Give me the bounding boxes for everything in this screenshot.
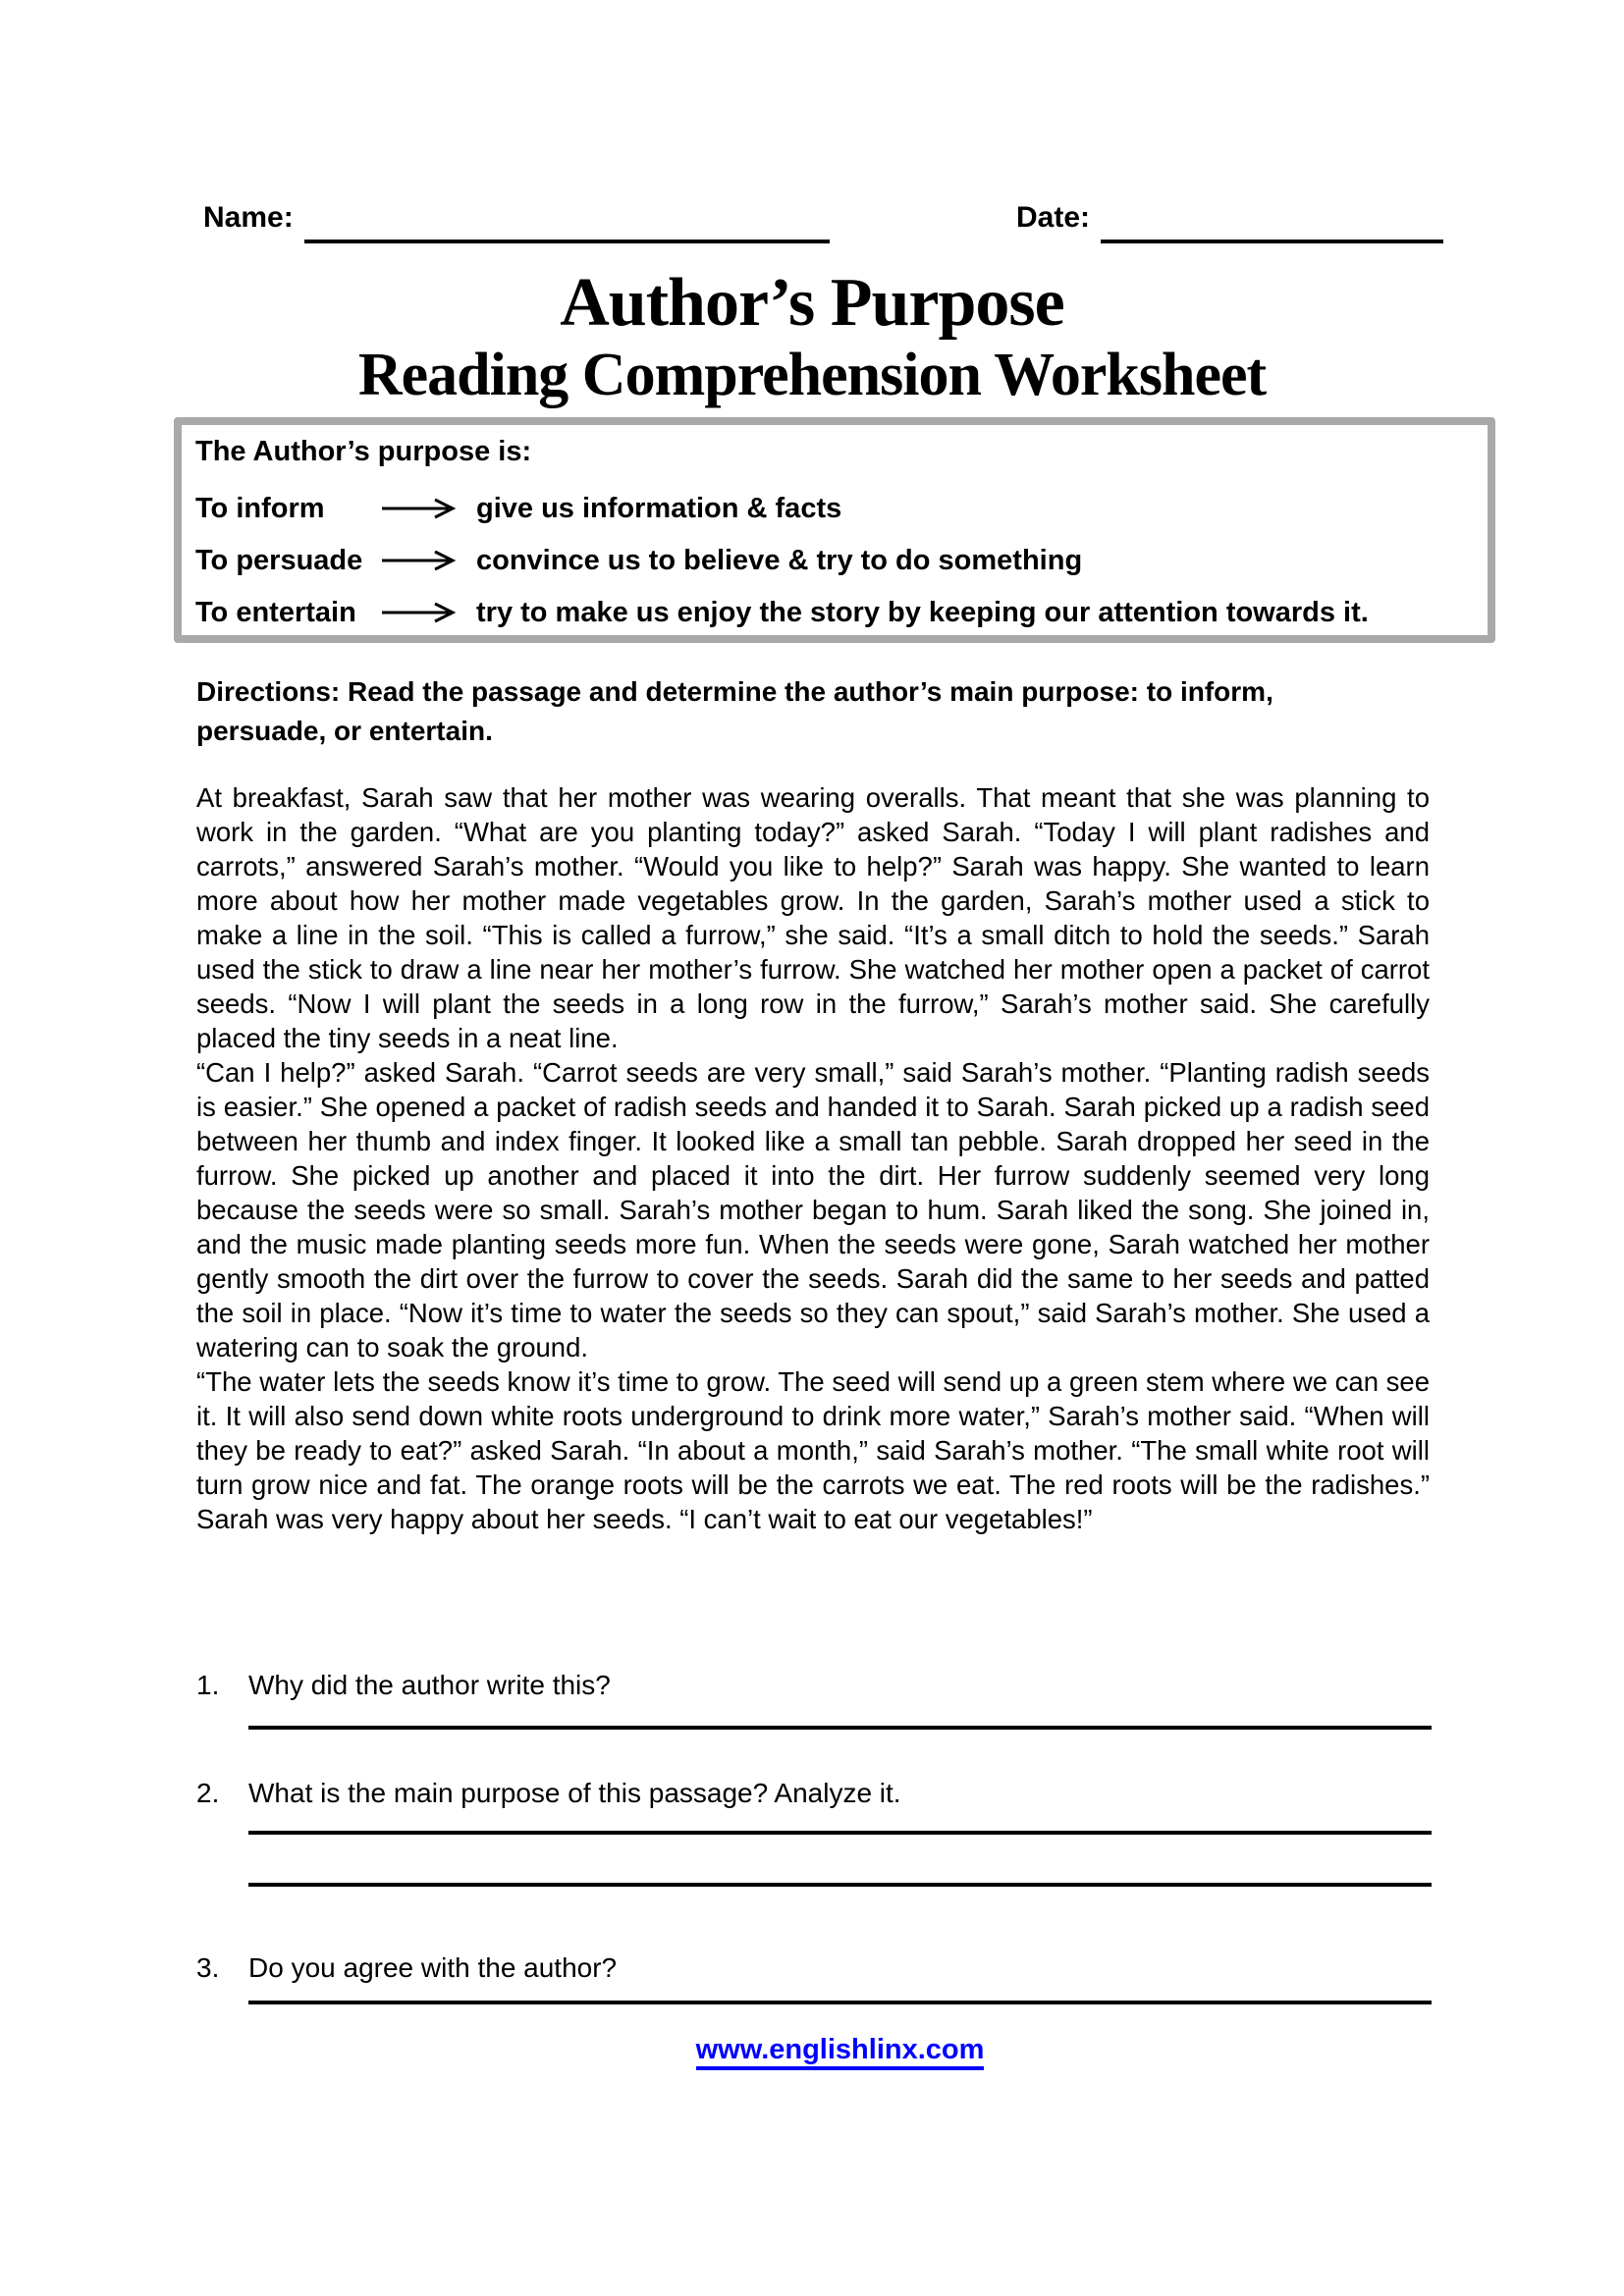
- passage-paragraph: “The water lets the seeds know it’s time to grow. The seed will send up a green stem where we can see it. It will also send down white roots underground to drink more water,” Sarah’s mother said. “When will they be ready to eat?” asked Sarah. “In about a month,” said Sarah’s mother. “The small white root will turn grow nice and fat. The orange roots will be the carrots we eat. The red roots will be the radishes.” Sarah was very happy about her seeds. “I can’t wait to eat our vegetables!”: [196, 1366, 1430, 1534]
- purpose-label: To inform: [195, 493, 325, 524]
- question-3: [196, 1951, 1434, 1985]
- name-field: [203, 200, 830, 236]
- answer-line-q1[interactable]: [248, 1726, 1432, 1730]
- reading-passage: [196, 780, 1430, 1536]
- answer-line-q2-2[interactable]: [248, 1883, 1432, 1887]
- purpose-row-inform: [195, 494, 1474, 523]
- purpose-row-persuade: [195, 546, 1474, 575]
- purpose-label: To persuade: [195, 545, 363, 576]
- footer-link[interactable]: www.englishlinx.com: [696, 2034, 985, 2070]
- date-input-line[interactable]: [1101, 240, 1443, 243]
- page-subtitle: Reading Comprehension Worksheet: [357, 342, 1267, 408]
- purpose-row-entertain: [195, 598, 1474, 627]
- purpose-box: [174, 417, 1495, 643]
- passage-paragraph: At breakfast, Sarah saw that her mother was wearing overalls. That meant that she was planning to work in the garden. “What are you planting today?” asked Sarah. “Today I will plant radishes and carrots,” answered Sarah’s mother. “Would you like to help?” Sarah was happy. She wanted to learn more about how her mother made vegetables grow. In the garden, Sarah’s mother used a stick to make a line in the soil. “This is called a furrow,” she said. “It’s a small ditch to hold the seeds.” Sarah used the stick to draw a line near her mother’s furrow. She watched her mother open a packet of carrot seeds. “Now I will plant the seeds in a long row in the furrow,” Sarah’s mother said. She carefully placed the tiny seeds in a neat line.: [196, 782, 1430, 1053]
- answer-line-q3[interactable]: [248, 2001, 1432, 2004]
- right-arrow-icon: [380, 548, 459, 573]
- date-field: [1016, 200, 1443, 236]
- question-number: 3.: [196, 1952, 220, 1983]
- answer-line-q2-1[interactable]: [248, 1831, 1432, 1835]
- question-text: Why did the author write this?: [248, 1670, 611, 1700]
- right-arrow-icon: [380, 600, 459, 625]
- directions-text: Directions: Read the passage and determine the author’s main purpose: to inform, persuade, or entertain.: [196, 676, 1273, 746]
- question-2: [196, 1777, 1434, 1810]
- name-label: Name:: [203, 201, 294, 234]
- question-number: 2.: [196, 1778, 220, 1808]
- name-input-line[interactable]: [304, 240, 830, 243]
- purpose-description: convince us to believe & try to do something: [476, 545, 1083, 576]
- purpose-description: try to make us enjoy the story by keeping our attention towards it.: [476, 597, 1369, 628]
- name-date-row: [203, 200, 1443, 236]
- purpose-box-heading: The Author’s purpose is:: [195, 436, 532, 467]
- date-label: Date:: [1015, 201, 1090, 234]
- page-title: Author’s Purpose: [560, 265, 1064, 341]
- question-1: [196, 1669, 1434, 1702]
- purpose-label: To entertain: [195, 597, 356, 628]
- purpose-description: give us information & facts: [476, 493, 842, 524]
- question-number: 1.: [196, 1670, 220, 1700]
- passage-paragraph: “Can I help?” asked Sarah. “Carrot seeds are very small,” said Sarah’s mother. “Planting radish seeds is easier.” She opened a packet of radish seeds and handed it to Sarah. Sarah picked up a radish seed between her thumb and index finger. It looked like a small tan pebble. Sarah dropped her seed in the furrow. She picked up another and placed it into the dirt. Her furrow suddenly seemed very long because the seeds were so small. Sarah’s mother began to hum. Sarah liked the song. She joined in, and the music made planting seeds more fun. When the seeds were gone, Sarah watched her mother gently smooth the dirt over the furrow to cover the seeds. Sarah did the same to her seeds and patted the soil in place. “Now it’s time to water the seeds so they can spout,” said Sarah’s mother. She used a watering can to soak the ground.: [196, 1057, 1430, 1362]
- right-arrow-icon: [380, 496, 459, 521]
- question-text: Do you agree with the author?: [248, 1952, 618, 1983]
- footer: [248, 2034, 1432, 2066]
- question-text: What is the main purpose of this passage? Analyze it.: [248, 1778, 901, 1808]
